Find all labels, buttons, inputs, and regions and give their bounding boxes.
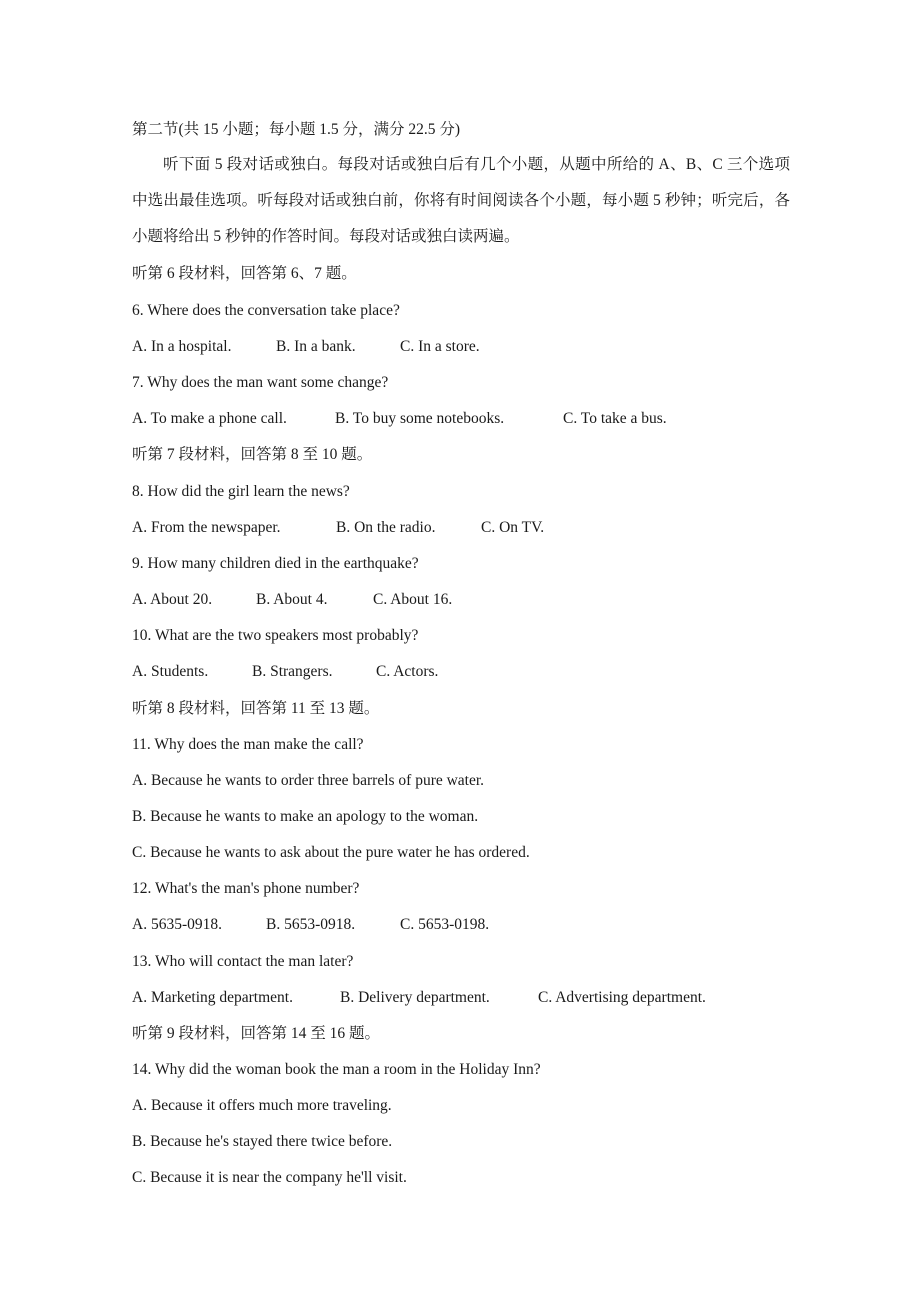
option-b: B. In a bank. (276, 338, 356, 355)
option-c: C. On TV. (481, 519, 545, 536)
option-c: C. In a store. (400, 338, 480, 355)
segment-header: 听第 8 段材料，回答第 11 至 13 题。 (132, 700, 380, 717)
segment-header: 听第 7 段材料，回答第 8 至 10 题。 (132, 446, 373, 463)
question-stem: 8. How did the girl learn the news? (132, 483, 350, 500)
option-a: A. 5635-0918. (132, 916, 222, 933)
option-c: C. Because he wants to ask about the pure water he has ordered. (132, 844, 530, 861)
option-b: B. On the radio. (336, 519, 436, 536)
question-stem: 12. What's the man's phone number? (132, 880, 360, 897)
option-a: A. Because it offers much more traveling. (132, 1097, 392, 1114)
option-c: C. 5653-0198. (400, 916, 490, 933)
option-b: B. Because he's stayed there twice before. (132, 1133, 393, 1150)
option-b: B. Strangers. (252, 663, 333, 680)
option-c: C. About 16. (373, 591, 453, 608)
option-b: B. 5653-0918. (266, 916, 356, 933)
question-stem: 11. Why does the man make the call? (132, 736, 364, 753)
question-stem: 9. How many children died in the earthquake? (132, 555, 419, 572)
option-c: C. Advertising department. (538, 989, 706, 1006)
option-c: C. Because it is near the company he'll visit. (132, 1169, 407, 1186)
section-title: 第二节(共 15 小题；每小题 1.5 分，满分 22.5 分) (132, 121, 461, 138)
option-b: B. Delivery department. (340, 989, 490, 1006)
option-c: C. To take a bus. (563, 410, 667, 427)
option-a: A. Marketing department. (132, 989, 293, 1006)
option-b: B. Because he wants to make an apology to the woman. (132, 808, 479, 825)
option-a: A. To make a phone call. (132, 410, 287, 427)
option-b: B. About 4. (256, 591, 328, 608)
option-a: A. From the newspaper. (132, 519, 281, 536)
segment-header: 听第 9 段材料，回答第 14 至 16 题。 (132, 1025, 381, 1042)
question-stem: 7. Why does the man want some change? (132, 374, 389, 391)
option-a: A. In a hospital. (132, 338, 232, 355)
option-c: C. Actors. (376, 663, 439, 680)
option-b: B. To buy some notebooks. (335, 410, 505, 427)
segment-header: 听第 6 段材料，回答第 6、7 题。 (132, 265, 357, 282)
option-a: A. Students. (132, 663, 209, 680)
question-stem: 10. What are the two speakers most probably? (132, 627, 419, 644)
instructions-paragraph: 听下面 5 段对话或独白。每段对话或独白后有几个小题，从题中所给的 A、B、C 三个选项中选出最佳选项。听每段对话或独白前，你将有时间阅读各个小题，每小题 5 秒钟；听完后，各小题将给出 5 秒钟的作答时间。每段对话或独白读两遍。 (132, 156, 790, 245)
question-stem: 14. Why did the woman book the man a room in the Holiday Inn? (132, 1061, 541, 1078)
question-stem: 13. Who will contact the man later? (132, 953, 354, 970)
option-a: A. Because he wants to order three barrels of pure water. (132, 772, 485, 789)
option-a: A. About 20. (132, 591, 213, 608)
question-stem: 6. Where does the conversation take place? (132, 302, 400, 319)
